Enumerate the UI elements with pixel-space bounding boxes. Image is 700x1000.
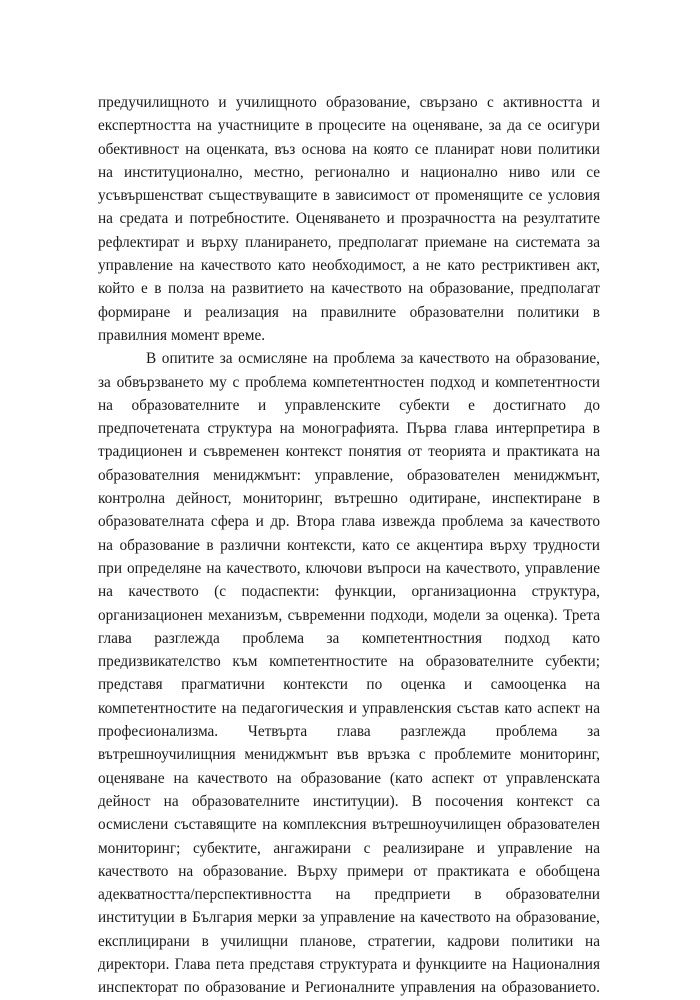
text-line: експертността на участниците в процесите на оценяване, за да се осигури [98,117,600,135]
text-line: осмислени съставящите на комплексния вътрешноучилищен образователен [98,816,600,834]
text-line: предпочетената структура на монографията. Първа глава интерпретира в [98,420,600,438]
text-line: мониторинг; субектите, ангажирани с реализиране и управление на [98,839,600,857]
text-line: обективност на оценката, въз основа на която се планират нови политики [98,140,600,158]
text-line: управление на качеството като необходимост, а не като рестриктивен акт, [98,257,600,275]
text-line: на качеството (с подаспекти: функции, организационна структура, [98,583,600,601]
text-line: на образователните и управленските субекти е достигнато до [98,396,600,414]
text-line: рефлектират и върху планирането, предполагат приемане на системата за [98,233,600,251]
text-line: качеството на образование. Върху примери от практиката е обобщена [98,862,600,880]
paragraph-1 [98,91,600,347]
text-line: образователната сфера и др. Втора глава извежда проблема за качеството [98,513,600,531]
text-line: предучилищното и училищното образование, свързано с активността и [98,94,600,111]
text-line: за обвързването му с проблема компетентностен подход и компетентности [98,373,600,391]
text-line: дейност на образователните институции). В посочения контекст са [98,792,600,810]
text-line: контролна дейност, мониторинг, вътрешно одитиране, инспектиране в [98,490,600,508]
text-line: директори. Глава пета представя структурата и функциите на Националния [98,955,600,973]
text-line: професионализма. Четвърта глава разглежда проблема за [98,723,600,741]
text-line: представя прагматични контексти по оценка и самооценка на [98,676,600,694]
text-line: организационен механизъм, съвременни подходи, модели за оценка). Трета [98,606,600,624]
text-line: правилния момент време. [98,326,266,344]
text-line: инспекторат по образование и Регионалните управления на образованието. [98,979,600,997]
text-line: на институционално, местно, регионално и национално ниво или се [98,163,600,181]
text-line: глава разглежда проблема за компетентностния подход като [98,629,600,647]
text-line: вътрешноучилищния мениджмънт във връзка с проблемите мониторинг, [98,746,600,764]
text-line: компетентностите на педагогическия и управленския състав като аспект на [98,699,600,717]
paragraph-2 [98,347,600,999]
text-line: адекватността/перспективността на предприети в образователни [98,886,600,904]
text-line: на образование в различни контексти, като се акцентира върху трудности [98,536,600,554]
body-text [98,91,600,1000]
text-line: формиране и реализация на правилните образователни политики в [98,303,600,321]
text-line: В опитите за осмисляне на проблема за качеството на образование, [146,350,600,368]
text-line: на средата и потребностите. Оценяването и прозрачността на резултатите [98,210,600,228]
text-line: институции в България мерки за управление на качеството на образование, [98,909,600,927]
text-line: при определяне на качеството, ключови въпроси на качеството, управление [98,559,600,577]
text-line: който е в полза на развитието на качеството на образование, предполагат [98,280,600,298]
text-line: оценяване на качеството на образование (като аспект от управленската [98,769,600,787]
text-line: предизвикателство към компетентностите на образователните субекти; [98,653,600,671]
text-line: експлицирани в училищни планове, стратегии, кадрови политики на [98,932,600,950]
text-line: образователния мениджмънт: управление, образователен мениджмънт, [98,466,600,484]
text-line: традиционен и съвременен контекст понятия от теорията и практиката на [98,443,600,461]
text-line: усъвършенстват съществуващите в зависимост от променящите се условия [98,187,600,205]
